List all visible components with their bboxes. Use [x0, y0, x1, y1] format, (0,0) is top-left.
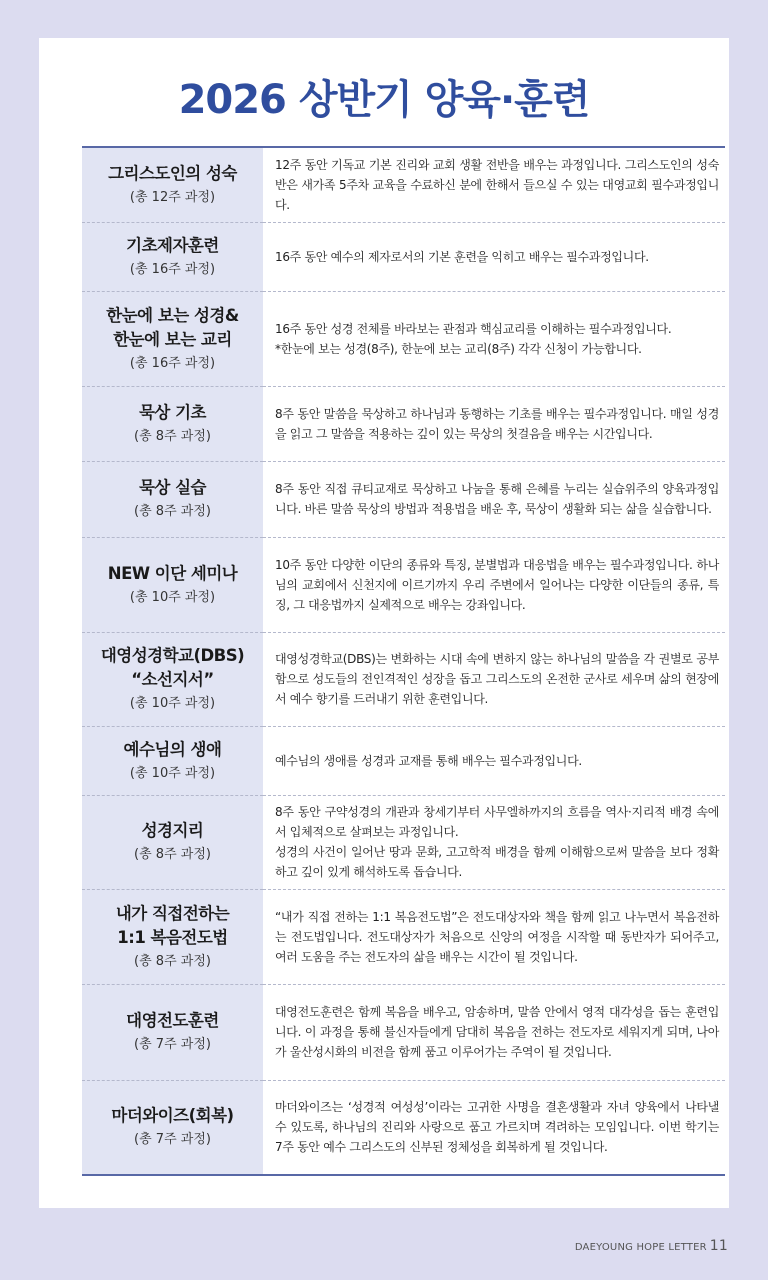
page-title: 2026 상반기 양육·훈련	[178, 77, 590, 123]
course-name-cell	[82, 461, 263, 537]
course-name-cell	[82, 147, 263, 222]
course-name: 대영전도훈련	[126, 1011, 219, 1030]
course-duration: (총 10주 과정)	[129, 765, 216, 781]
course-duration: (총 7주 과정)	[134, 1037, 211, 1052]
course-row	[82, 386, 725, 461]
course-row	[82, 1080, 725, 1175]
course-description-cell	[263, 461, 725, 537]
course-row	[82, 726, 725, 795]
course-name-cell	[82, 291, 263, 386]
page-footer	[575, 1238, 728, 1254]
course-description-cell	[263, 1080, 725, 1175]
course-name: NEW 이단 세미나	[107, 563, 238, 583]
course-name: 성경지리	[141, 821, 204, 840]
course-duration: (총 8주 과정)	[134, 847, 211, 862]
course-note: *한눈에 보는 성경(8주), 한눈에 보는 교리(8주) 각각 신청이 가능합니다.	[275, 341, 642, 356]
course-description-cell	[263, 726, 725, 795]
course-name: 기초제자훈련	[126, 235, 219, 255]
course-table	[82, 146, 725, 1176]
course-description: 8주 동안 직접 큐티교재로 묵상하고 나눔을 통해 은혜를 누리는 실습위주의 양육과정입니다. 바른 말씀 묵상의 방법과 적용법을 배운 후, 묵상이 생활화 되는 삶을 실습합니다.	[275, 482, 719, 516]
course-description: 대영성경학교(DBS)는 변화하는 시대 속에 변하지 않는 하나님의 말씀을 각 권별로 공부함으로 성도들의 전인격적인 성장을 돕고 그리스도의 온전한 군사로 세우며 삶의 현장에서 예수 향기를 드러내기 위한 훈련입니다.	[275, 652, 719, 706]
course-name: 묵상 기초	[138, 402, 206, 422]
course-duration: (총 8주 과정)	[134, 504, 211, 519]
course-name-cell	[82, 386, 263, 461]
course-name: 1:1 복음전도법	[117, 927, 228, 947]
course-name-cell	[82, 537, 263, 632]
course-row	[82, 222, 725, 291]
course-row	[82, 889, 725, 984]
course-description: 16주 동안 성경 전체를 바라보는 관점과 핵심교리를 이해하는 필수과정입니다.	[275, 321, 672, 336]
course-description: 10주 동안 다양한 이단의 종류와 특징, 분별법과 대응법을 배우는 필수과정입니다. 하나님의 교회에서 신천지에 이르기까지 우리 주변에서 일어나는 다양한 이단들의 종류, 특징, 그 대응법까지 실제적으로 배우는 강좌입니다.	[275, 557, 719, 612]
course-duration: (총 8주 과정)	[134, 428, 211, 444]
course-name: 묵상 실습	[138, 478, 206, 497]
course-name: “소선지서”	[131, 670, 214, 689]
course-row	[82, 147, 725, 222]
course-name: 한눈에 보는 교리	[113, 329, 232, 349]
course-description: 12주 동안 기독교 기본 진리와 교회 생활 전반을 배우는 과정입니다. 그리스도인의 성숙반은 새가족 5주차 교육을 수료하신 분에 한해서 들으실 수 있는 대영교회 필수과정입니다.	[275, 157, 719, 212]
course-description-cell	[263, 222, 725, 291]
course-duration: (총 10주 과정)	[129, 589, 216, 605]
content-card	[39, 38, 729, 1208]
course-description-cell	[263, 537, 725, 632]
course-description: 8주 동안 말씀을 묵상하고 하나님과 동행하는 기초를 배우는 필수과정입니다. 매일 성경을 읽고 그 말씀을 적용하는 깊이 있는 묵상의 첫걸음을 배우는 시간입니다.	[275, 406, 719, 441]
course-name: 마더와이즈(회복)	[111, 1106, 234, 1126]
course-name: 내가 직접전하는	[115, 903, 230, 923]
course-name: 그리스도인의 성숙	[108, 163, 237, 183]
course-duration: (총 8주 과정)	[134, 953, 211, 969]
page-number: 11	[709, 1238, 728, 1254]
course-name-cell	[82, 726, 263, 795]
publication-name: DAEYOUNG HOPE LETTER	[574, 1242, 707, 1253]
course-description-cell	[263, 889, 725, 984]
course-description-cell	[263, 386, 725, 461]
course-description: 8주 동안 구약성경의 개관과 창세기부터 사무엘하까지의 흐름을 역사·지리적 배경 속에서 입체적으로 살펴보는 과정입니다.	[275, 805, 719, 839]
course-duration: (총 16주 과정)	[129, 355, 216, 371]
course-name: 한눈에 보는 성경&	[106, 305, 239, 325]
course-description: 대영전도훈련은 함께 복음을 배우고, 암송하며, 말씀 안에서 영적 대각성을 돕는 훈련입니다. 이 과정을 통해 불신자들에게 담대히 복음을 전하는 전도자로 세워지게 되며, 나아가 울산성시화의 비전을 함께 품고 이루어가는 주역이 될 것입니다.	[275, 1005, 719, 1059]
course-row	[82, 291, 725, 386]
course-name-cell	[82, 984, 263, 1080]
course-description: 마더와이즈는 ‘성경적 여성성’이라는 고귀한 사명을 결혼생활과 자녀 양육에서 나타낼 수 있도록, 하나님의 진리와 사랑으로 품고 가르치며 격려하는 모임입니다. 이번 학기는 7주 동안 예수 그리스도의 신부된 정체성을 회복하게 될 것입니다.	[275, 1100, 719, 1155]
course-name-cell	[82, 632, 263, 726]
course-name-cell	[82, 1080, 263, 1175]
course-name: 예수님의 생애	[123, 739, 222, 759]
course-row	[82, 461, 725, 537]
course-note: 성경의 사건이 일어난 땅과 문화, 고고학적 배경을 함께 이해함으로써 말씀을 보다 정확하고 깊이 있게 해석하도록 돕습니다.	[275, 845, 719, 879]
course-description: 예수님의 생애를 성경과 교재를 통해 배우는 필수과정입니다.	[275, 753, 582, 768]
course-duration: (총 7주 과정)	[134, 1132, 211, 1148]
course-description-cell	[263, 632, 725, 726]
course-description-cell	[263, 291, 725, 386]
course-row	[82, 795, 725, 889]
course-row	[82, 632, 725, 726]
course-description: “내가 직접 전하는 1:1 복음전도법”은 전도대상자와 책을 함께 읽고 나누면서 복음전하는 전도법입니다. 전도대상자가 처음으로 신앙의 여정을 시작할 때 동반자가 되어주고, 여러 도움을 주는 전도자의 삶을 배우는 시간이 될 것입니다.	[275, 909, 719, 964]
course-description-cell	[263, 795, 725, 889]
course-duration: (총 12주 과정)	[129, 189, 216, 205]
course-name-cell	[82, 222, 263, 291]
course-description-cell	[263, 984, 725, 1080]
course-row	[82, 984, 725, 1080]
course-duration: (총 16주 과정)	[129, 261, 216, 277]
course-name-cell	[82, 795, 263, 889]
course-description: 16주 동안 예수의 제자로서의 기본 훈련을 익히고 배우는 필수과정입니다.	[275, 249, 649, 264]
course-row	[82, 537, 725, 632]
course-name: 대영성경학교(DBS)	[100, 646, 245, 665]
course-name-cell	[82, 889, 263, 984]
course-description-cell	[263, 147, 725, 222]
course-duration: (총 10주 과정)	[129, 696, 216, 711]
